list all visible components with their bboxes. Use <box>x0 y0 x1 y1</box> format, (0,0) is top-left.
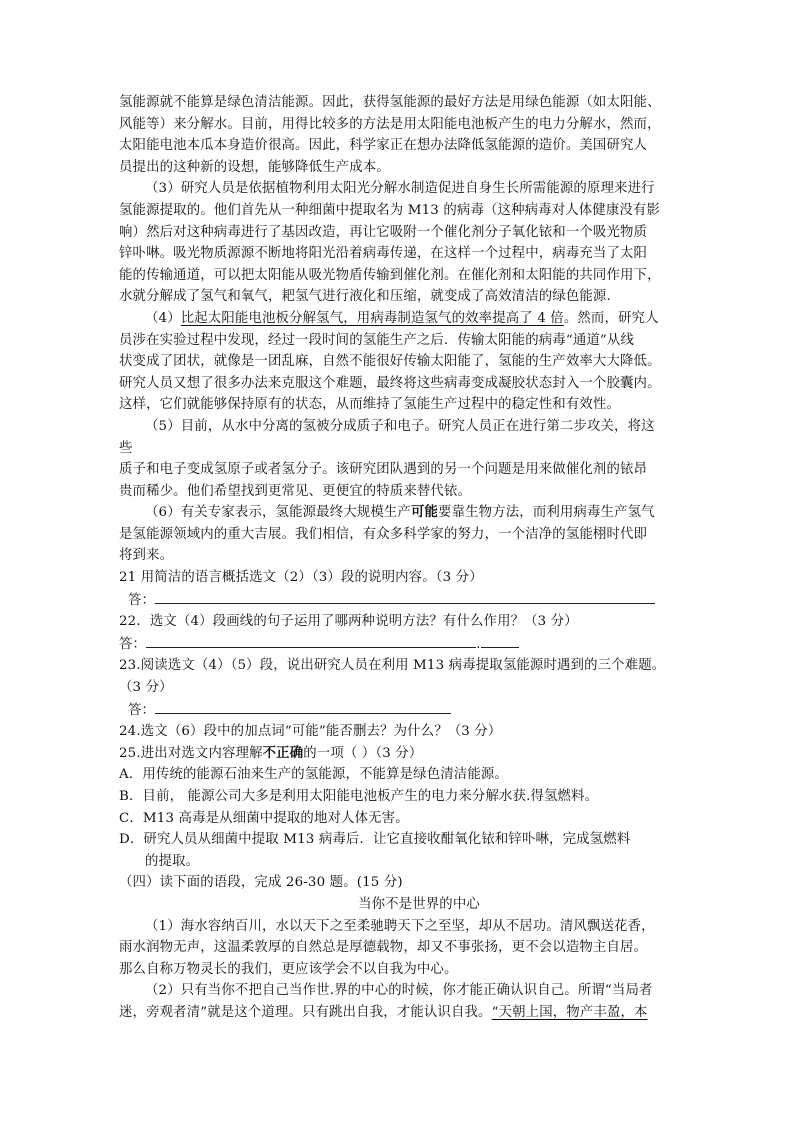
paragraph-5 <box>119 416 679 502</box>
answer-blank[interactable] <box>481 633 519 648</box>
stray-dot: . <box>476 636 481 652</box>
text-span: 的一项（ ）（3 分） <box>303 745 423 761</box>
text-line: 雨水润物无声，这温柔敦厚的自然总是厚德载物，却又不事张扬，更不会以造物主自居。 <box>119 940 648 956</box>
text-line: 太阳能电池本瓜本身造价很高。因此，科学家正在想办法降低氢能源的造价。美国研究人 <box>119 138 648 154</box>
text-line <box>119 1002 679 1024</box>
answer-blank[interactable] <box>155 699 451 714</box>
answer-line-21 <box>119 589 679 612</box>
paragraph-6 <box>119 502 679 567</box>
text-span: 25.进出对选文内容理解 <box>119 745 263 761</box>
option-d: D．研究人员从细菌中提取 M13 病毒后．让它直接收酣氧化铱和锌卟啉，完成氢燃料 <box>119 832 631 848</box>
underlined-sentence: 比起太阳能电池板分解氢气，用病毒制造氢气的效率提高了 4 倍 <box>180 310 564 326</box>
document-page <box>119 92 679 1024</box>
answer-blank[interactable] <box>155 589 655 604</box>
text-line: 这样，它们就能够保持原有的状态，从而维持了氢能生产过程中的稳定性和有效性。 <box>119 397 621 413</box>
text-line: 状变成了团状，就像是一团乱麻，自然不能很好传输太阳能了，氢能的生产效率大大降低。 <box>119 354 661 370</box>
text-line: 将到来。 <box>119 548 174 564</box>
paragraph-2-continued <box>119 92 679 178</box>
text-line: 水就分解成了氢气和氧气，耙氢气进行液化和压缩，就变成了高效清洁的绿色能源. <box>119 289 611 305</box>
text-line: 研究人员又想了很多办法来克服这个难题，最终将这些病毒变成凝胶状态封入一个胶囊内。 <box>119 375 661 391</box>
text-line: 能的传输通道，可以把太阳能从吸光物盾传输到催化剂。在催化剂和太阳能的共同作用下， <box>119 267 661 283</box>
text-line <box>119 308 679 330</box>
text-span: 。然而，研究人 <box>563 310 659 326</box>
answer-line-23 <box>119 699 679 722</box>
underlined-sentence: “天朝上国，物产丰盈，本 <box>491 1004 648 1020</box>
question-25 <box>119 743 679 765</box>
answer-blank[interactable] <box>146 633 476 648</box>
text-line: 氢能源提取的。他们首先从一种细菌中提取名为 M13 的病毒（这种病毒对人体健康没有影 <box>119 202 661 218</box>
text-line: 员提出的这种新的设想，能够降低生产成本。 <box>119 159 390 175</box>
question-23-score: （3 分） <box>119 680 173 696</box>
text-line <box>119 502 679 524</box>
text-line: （2）只有当你不把自己当作世.界的中心的时候，你才能正确认识自己。所谓“当局者 <box>145 983 653 999</box>
questions-block <box>119 567 679 872</box>
emphasized-word: 可能 <box>410 504 439 521</box>
text-line: 锌卟啉。吸光物质源源不断地将阳光沿着病毒传递，在这样一个过程中，病毒充当了太阳 <box>119 246 648 262</box>
text-line: 质子和电子变成氢原子或者氢分子。该研究团队遇到的另一个问题是用来做催化剂的铱昂 <box>119 462 648 478</box>
text-span: 要靠生物方法，而利用病毒生产氢气 <box>438 505 655 521</box>
text-span: （6）有关专家表示，氢能源最终大规模生产 <box>145 505 411 521</box>
text-line: 风能等）来分解水。目前，用得比较多的方法是用太阳能电池板产生的电力分解水，然而， <box>119 116 661 132</box>
answer-label: 答： <box>128 592 156 608</box>
paragraph-number: （4） <box>145 310 181 326</box>
section-heading: （四）读下面的语段，完成 26-30 题。(15 分) <box>119 875 403 891</box>
option-c: C．M13 高毒是从细菌中提取的地对人体无害。 <box>119 810 409 826</box>
text-line: 那么自称万物灵长的我们，更应该学会不以自我为中心。 <box>119 961 458 977</box>
text-line: （1）海水容纳百川，水以天下之至柔驰聘天下之至坚，却从不居功。清风飘送花香， <box>145 918 655 934</box>
question-24: 24.选文（6）段中的加点词“可能”能否删去？为什么？（3 分） <box>119 724 502 740</box>
answer-label: 答： <box>119 636 147 652</box>
option-d-continued: 的提取。 <box>145 853 200 869</box>
text-line: 是氢能源领域内的重大吉展。我们相信，有众多科学家的努力，一个洁净的氢能栩时代即 <box>119 526 648 542</box>
text-line: 氢能源就不能算是绿色清洁能源。因此，获得氢能源的最好方法是用绿色能源（如太阳能、 <box>119 95 661 110</box>
option-b: B．目前， 能源公司大多是利用太阳能电池板产生的电力来分解水获.得氢燃料。 <box>119 789 599 804</box>
answer-label: 答： <box>128 702 156 718</box>
question-21: 21 用简洁的语言概括选文（2）（3）段的说明内容。（3 分） <box>119 570 483 586</box>
answer-line-22 <box>119 633 679 656</box>
question-22: 22．选文（4）段画线的句子运用了哪两种说明方法？有什么作用？（3 分） <box>119 614 578 630</box>
article-title: 当你不是世界的中心 <box>358 896 480 912</box>
text-line: 些 <box>119 440 133 456</box>
paragraph-3 <box>119 178 679 308</box>
text-line: 员涉在实验过程中发现，经过一段时间的氢能生产之后．传输太阳能的病毒“通道”从线 <box>119 332 634 348</box>
paragraph-4 <box>119 308 679 416</box>
text-line: 贵而稀少。他们希望找到更常见、更便宜的特质来替代铱。 <box>119 483 472 499</box>
option-a: A．用传统的能源石油来生产的氢能源，不能算是绿色清洁能源。 <box>119 767 508 783</box>
section-4 <box>119 872 679 1023</box>
question-23: 23.阅读选文（4）（5）段，说出研究人员在利用 M13 病毒提取氢能源时遇到的三个难题。 <box>119 658 666 674</box>
text-line: 响）然后对这种病毒进行了基因改造，再让它吸附一个催化剂分子氧化铱和一个吸光物质 <box>119 224 648 240</box>
text-span: 迷，旁观者清”就是这个道理。只有跳出自我，才能认识自我。 <box>119 1004 492 1020</box>
text-line: （5）目前，从水中分离的氢被分成质子和电子。研究人员正在进行第二步攻关，将这 <box>145 418 655 434</box>
emphasized-word: 不正确 <box>262 744 304 761</box>
text-line: （3）研究人员是依据植物利用太阳光分解水制造促进自身生长所需能源的原理来进行 <box>145 181 655 197</box>
